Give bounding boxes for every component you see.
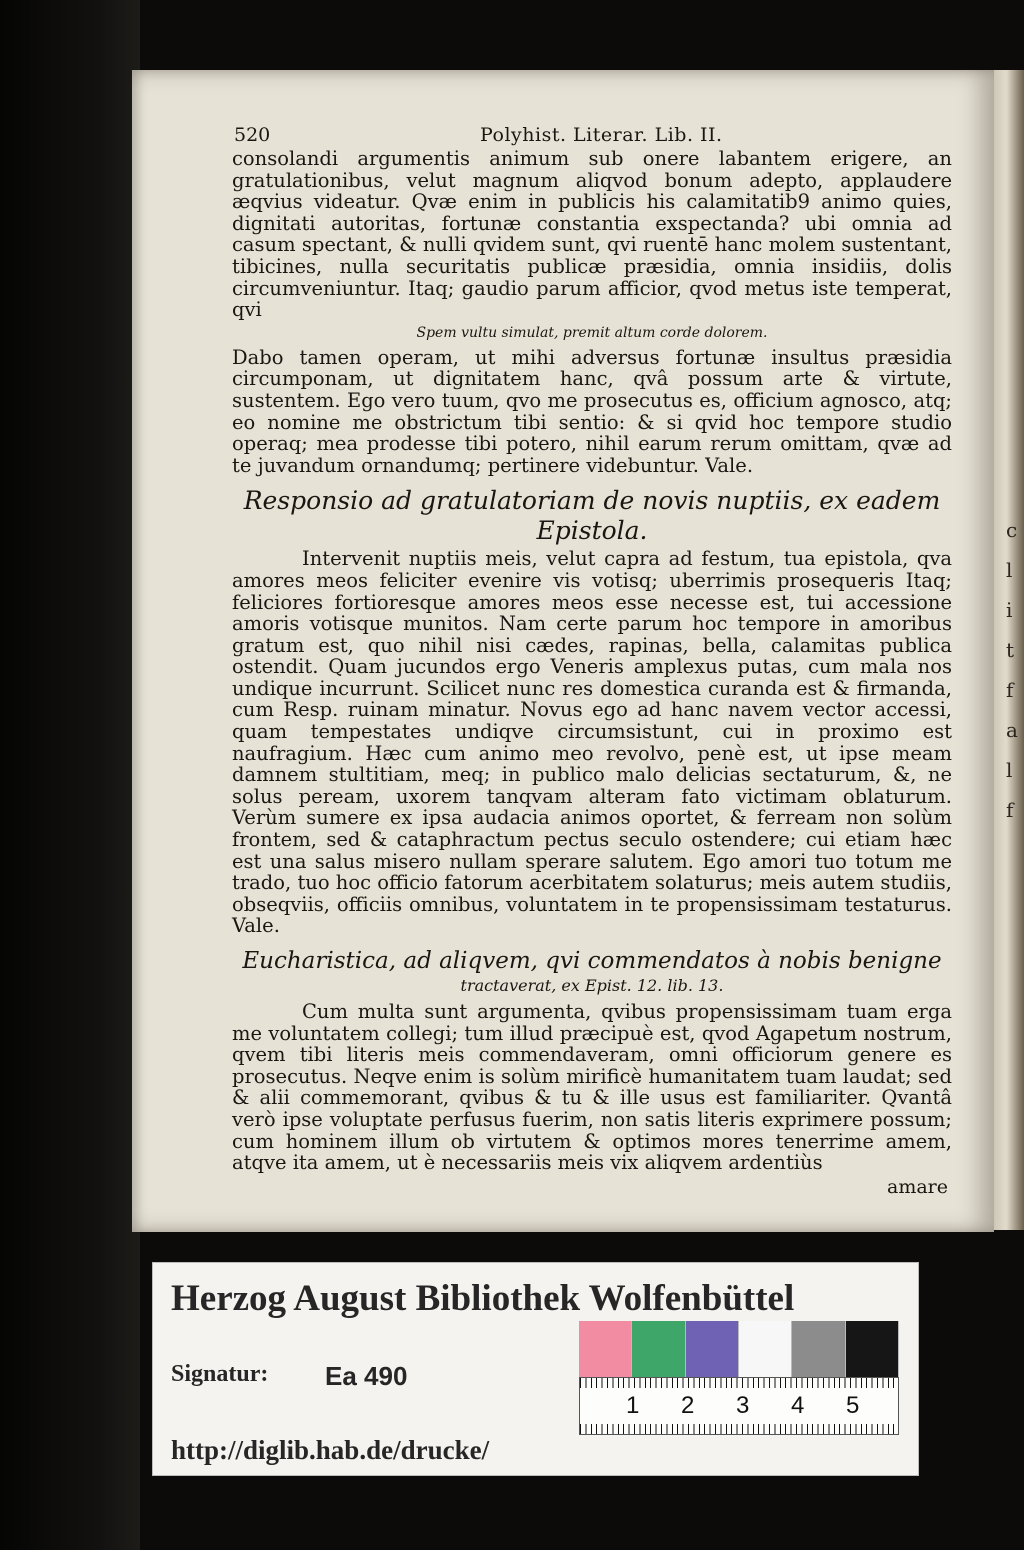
- running-head: [232, 120, 952, 148]
- page-number: 520: [234, 124, 271, 146]
- ruler-number: 5: [846, 1392, 860, 1419]
- swatch-pink: [579, 1321, 632, 1377]
- scale-ruler: [579, 1377, 899, 1435]
- library-name: Herzog August Bibliothek Wolfenbüttel: [171, 1278, 795, 1319]
- ruler-number: 1: [626, 1392, 640, 1419]
- swatch-black: [846, 1321, 899, 1377]
- swatch-purple: [686, 1321, 739, 1377]
- swatch-green: [632, 1321, 685, 1377]
- page-content: [232, 120, 952, 1198]
- section-heading-responsio: Responsio ad gratulatoriam de novis nuptiis, ex eadem Epistola.: [243, 486, 941, 546]
- paragraph-responsio: Intervenit nuptiis meis, velut capra ad festum, tua epistola, qva amores meos feliciter evenire vis votisq; uberrimis prosequeris Itaq; feliciores fortioresque amores meos esse necesse est, tui accessione amoris votisque munitos. Nam certe parum hoc tempore in amoribus gratum est, quo nihil nisi cædes, rapinas, bella, calamitas publica ostendit. Quam jucundos ergo Veneris amplexus putas, cum mala nos undique incurrunt. Scilicet nunc res domestica curanda est & firmanda, cum Resp. ruinam minatur. Novus ego ad hanc navem vector accessi, quam tempestates undiqve circumsistunt, cui in proximo est naufragium. Hæc cum animo meo revolvo, penè est, ut ipse meam damnem stultitiam, meq; in publico malo delicias sectaturum, &, ne solus peream, uxorem tanqvam alteram fato victimam oblaturum. Verùm sumere ex ipsa audacia animos oportet, & ferream non solùm frontem, sed & cataphractum pectus seculo ostendere; cui etiam hæc est una salus misero nullam sperare salutem. Ego amori tuo totum me trado, tuo hoc officio fatorum acerbitatem solaturus; meis autem studiis, obseqviis, officiis omnibus, voluntatem in te propensissimam testaturus. Vale.: [232, 547, 952, 938]
- paragraph-consolation: consolandi argumentis animum sub onere labantem erigere, an gratulationibus, velut magnum aliqvod bonum adepto, applaudere æqvius videatur. Qvæ enim in publicis his calamitatib9 animo quies, dignitati autoritas, fortunæ constantia exspectanda? ubi omnia ad casum spectant, & nulli qvidem sunt, qvi ruentē hanc molem sustentant, tibicines, nulla securitatis publicæ præsidia, omnia insidiis, dolis circumveniuntur. Itaq; gaudio parum afficior, qvod metus iste temperat, qvi: [232, 147, 952, 322]
- ruler-number: 3: [736, 1392, 750, 1419]
- ruler-number: 2: [681, 1392, 695, 1419]
- color-calibration-strip: [579, 1321, 899, 1377]
- ruler-number: 4: [791, 1392, 805, 1419]
- book-page: [132, 70, 994, 1232]
- section-subheading-eucharistica: tractaverat, ex Epist. 12. lib. 13.: [460, 976, 724, 995]
- swatch-gray: [792, 1321, 845, 1377]
- signatur-value: Ea 490: [325, 1361, 408, 1391]
- adjacent-page-fragments: c l i t f a l f: [1006, 518, 1018, 822]
- library-url: http://diglib.hab.de/drucke/: [171, 1435, 490, 1465]
- swatch-white: [739, 1321, 792, 1377]
- ruler-ticks-bottom: [580, 1424, 898, 1434]
- ruler-ticks-top: [580, 1378, 898, 1388]
- book-spine-shadow: [0, 0, 140, 1550]
- library-label-card: [152, 1262, 919, 1476]
- paragraph-closing: Dabo tamen operam, ut mihi adversus fortunæ insultus præsidia circumponam, ut dignitatem hanc, qvâ possum arte & virtute, sustentem. Ego vero tuum, qvo me prosecutus es, officium agnosco, atq; eo nomine me obstrictum tibi sentio: & si qvid hoc tempore studio operaq; mea prodesse tibi potero, nihil earum rerum omittam, qvæ ad te juvandum ornandumq; pertinere videbuntur. Vale.: [232, 345, 952, 477]
- running-title: Polyhist. Literar. Lib. II.: [480, 124, 723, 146]
- catchword: amare: [887, 1175, 948, 1198]
- verse-quotation: Spem vultu simulat, premit altum corde dolorem.: [416, 324, 768, 341]
- section-heading-eucharistica: Eucharistica, ad aliqvem, qvi commendatos à nobis benigne: [242, 948, 942, 974]
- paragraph-eucharistica: Cum multa sunt argumenta, qvibus propensissimam tuam erga me voluntatem collegi; tum illud præcipuè est, qvod Agapetum nostrum, qvem tibi literis meis commendaveram, omni officiorum genere es prosecutus. Neqve enim is solùm mirificè humanitatem tuam laudat; sed & alii commemorant, qvibus & tu & ille usus est familiariter. Qvantâ verò ipse voluptate perfusus fuerim, non satis literis exprimere possum; cum hominem illum ob virtutem & optimos mores tenerrime amem, atqve ita amem, ut è necessariis meis vix aliqvem ardentiùs: [232, 1000, 952, 1175]
- signatur-label: Signatur:: [171, 1361, 269, 1387]
